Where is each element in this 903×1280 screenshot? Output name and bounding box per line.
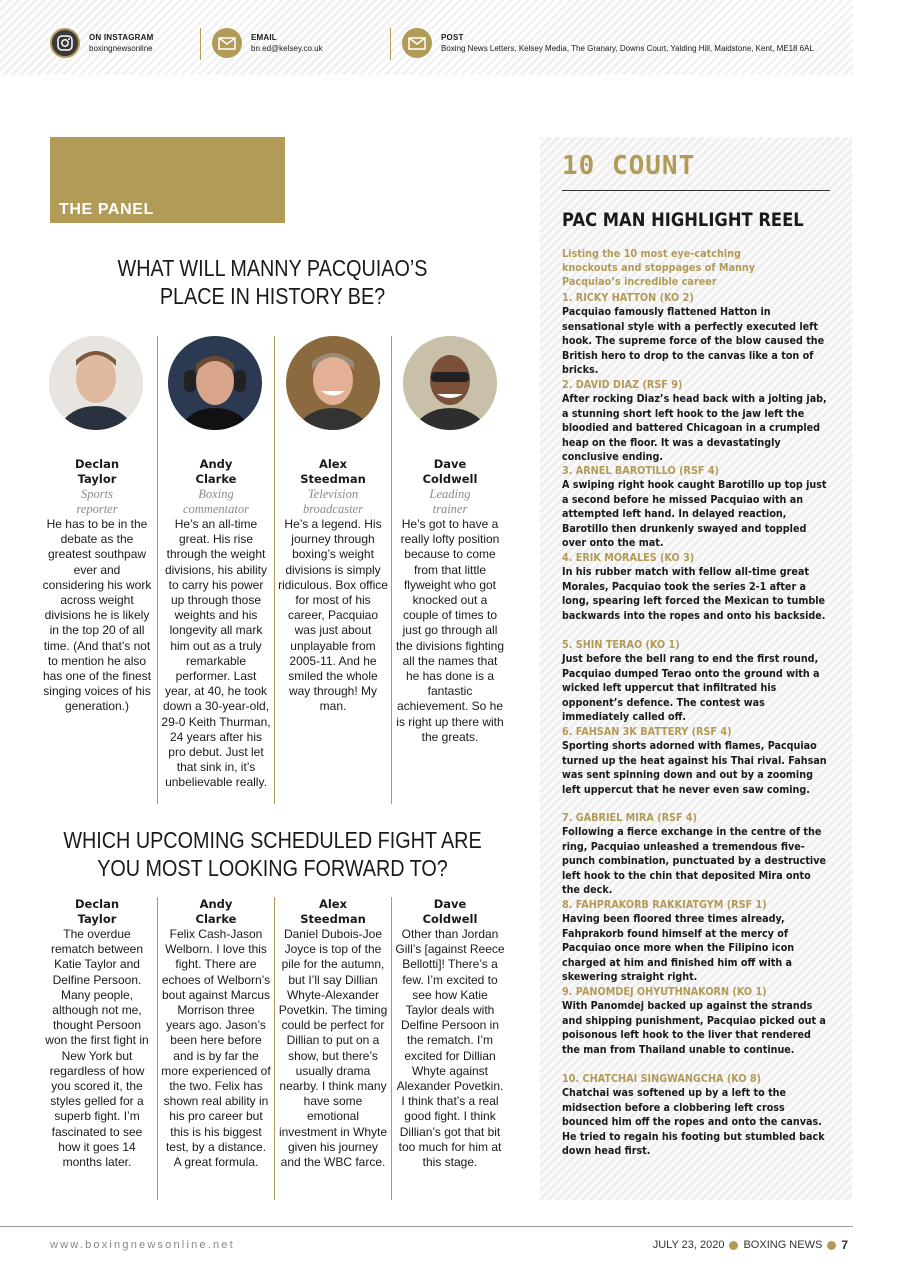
avatar-alex-steedman	[286, 336, 380, 430]
highlight-reel-intro: Listing the 10 most eye-catching knockouts and stoppages of Manny Pacquiao’s incredible career	[562, 248, 756, 288]
panelist-first-name: Alex	[318, 897, 348, 911]
contact-strip	[0, 0, 853, 75]
envelope-icon	[212, 28, 242, 58]
knockout-heading: 3. ARNEL BAROTILLO (RSF 4)	[562, 465, 720, 477]
email-address[interactable]: bn.ed@kelsey.co.uk	[251, 43, 323, 53]
column-divider	[391, 336, 392, 804]
panelist-answer-2	[161, 457, 271, 791]
knockout-item	[562, 898, 847, 985]
knockout-item	[562, 464, 847, 551]
email-label: EMAIL	[251, 32, 277, 42]
bullet-dot-icon	[729, 1241, 738, 1250]
knockout-text: Having been floored three times already, Fahprakorb found himself at the mercy of Pacquiao once more when the Filipino icon charged at him and finished him off with a skewering straight right.	[562, 913, 795, 983]
post-address: Boxing News Letters, Kelsey Media, The Granary, Downs Court, Yalding Hill, Maidstone, Kent, ME18 6AL	[441, 43, 814, 53]
panelist-role: Sports	[81, 487, 113, 501]
knockout-text: With Panomdej backed up against the strands and shipping punishment, Pacquiao picked out a poisonous left hook to the liver that rendered the man from Thailand unable to continue.	[562, 1000, 826, 1056]
knockout-text: A swiping right hook caught Barotillo up top just a second before he missed Pacquiao with an attempted left hand. In delayed reaction, Barotillo then drunkenly swayed and toppled over onto the mat.	[562, 479, 827, 549]
column-divider	[157, 897, 158, 1200]
knockout-item	[562, 985, 847, 1057]
avatar-andy-clarke	[168, 336, 262, 430]
panelist-last-name: Taylor	[77, 912, 117, 926]
panelist-first-name: Andy	[199, 457, 233, 471]
envelope-icon	[402, 28, 432, 58]
footer-url[interactable]: www.boxingnewsonline.net	[50, 1239, 235, 1251]
panelist-first-name: Dave	[433, 897, 467, 911]
knockout-text: Sporting shorts adorned with flames, Pacquiao turned up the heat against his Thai rival. Fahsan was sent spinning down and out by a zooming left uppercut that he never even saw coming.	[562, 740, 827, 796]
post-contact	[402, 28, 814, 58]
panelist-answer-q2-3	[278, 897, 388, 1170]
knockout-heading: 5. SHIN TERAO (KO 1)	[562, 639, 680, 651]
panelist-answer-text: He has to be in the debate as the greatest southpaw ever and considering his work across weight divisions he is likely in the top 20 of all time. (And that’s not to mention he also has one of the finest singing voices of his generation.)	[42, 517, 152, 714]
panelist-first-name: Andy	[199, 897, 233, 911]
knockout-text: Just before the bell rang to end the first round, Pacquiao dumped Terao onto the ground with a wicked left uppercut that infiltrated his opponent’s defence. The contest was immediately called off.	[562, 653, 820, 723]
divider	[562, 190, 830, 191]
bullet-dot-icon	[827, 1241, 836, 1250]
knockout-text: In his rubber match with fellow all-time great Morales, Pacquiao took the series 2-1 after a long, spearing left forced the Mexican to tumble backwards into the ropes and onto his backside.	[562, 566, 826, 622]
panelist-first-name: Declan	[74, 897, 120, 911]
panelist-role: commentator	[183, 502, 249, 516]
knockout-item	[562, 638, 847, 725]
panelist-answer-text: He’s got to have a really lofty position because to come from that little flyweight who got knocked out a couple of times to just go through all the divisions fighting all the names that he has done is a fantastic achievement. So he is right up there with the greats.	[395, 517, 505, 744]
panelist-answer-q2-2	[161, 897, 271, 1170]
panelist-role: Boxing	[198, 487, 234, 501]
issue-date: JULY 23, 2020	[652, 1239, 725, 1251]
knockout-item	[562, 378, 847, 465]
instagram-label: ON INSTAGRAM	[89, 32, 154, 42]
highlight-reel-title: PAC MAN HIGHLIGHT REEL	[562, 209, 804, 231]
footer-info	[653, 1238, 848, 1252]
panelist-answer-text: He’s an all-time great. His rise through the weight divisions, his ability to carry his power up through those weights and his longevity all mark him out as a truly remarkable performer. Last year, at 40, he took down a 30-year-old, 29-0 Keith Thurman, 24 years after his pro debut. Just let that sink in, it’s unbelievable really.	[161, 517, 271, 790]
panelist-last-name: Taylor	[77, 472, 117, 486]
email-contact[interactable]	[212, 28, 323, 58]
knockout-heading: 4. ERIK MORALES (KO 3)	[562, 552, 695, 564]
knockout-text: Pacquiao famously flattened Hatton in sensational style with a perfectly executed left hook. The supreme force of the blow caused the British hero to drop to the canvas like a ton of bricks.	[562, 306, 825, 376]
panelist-answer-q2-1	[42, 897, 152, 1170]
panelist-answer-text: The overdue rematch between Katie Taylor and Delfine Persoon. Many people, although not me, thought Persoon won the first fight in New York but regardless of how you scored it, the styles gelled for a superb fight. I’m fascinated to see how it goes 14 months later.	[45, 927, 149, 1170]
page-number: 7	[841, 1238, 848, 1252]
column-divider	[157, 336, 158, 804]
instagram-contact[interactable]	[50, 28, 153, 58]
avatar-declan-taylor	[49, 336, 143, 430]
column-divider	[274, 897, 275, 1200]
question-1-line-2: PLACE IN HISTORY BE?	[159, 283, 386, 309]
knockout-item	[562, 1072, 847, 1159]
divider	[200, 28, 201, 60]
panelist-answer-text: Daniel Dubois-Joe Joyce is top of the pile for the autumn, but I’ll say Dillian Whyte-Alexander Povetkin. The timing could be perfect for Dillian to put on a show, but there’s usually drama nearby. I think many have some emotional investment in Whyte given his journey and the WBC farce.	[278, 927, 388, 1170]
column-divider	[391, 897, 392, 1200]
ten-count-sidebar	[540, 137, 852, 1200]
panel-header-box	[50, 137, 285, 223]
column-divider	[274, 336, 275, 804]
knockout-heading: 6. FAHSAN 3K BATTERY (RSF 4)	[562, 726, 732, 738]
ten-count-title: 10 COUNT	[562, 151, 696, 181]
knockout-item	[562, 811, 847, 898]
panelist-answer-text: Felix Cash-Jason Welborn. I love this fight. There are echoes of Welborn’s bout against Marcus Morrison three years ago. Jason’s been here before and is by far the more experienced of the two. Felix has shown real ability in his pro career but this is his biggest test, by a distance. A great formula.	[161, 927, 271, 1170]
divider	[390, 28, 391, 60]
panelist-first-name: Alex	[318, 457, 348, 471]
panel-title: THE PANEL	[59, 201, 154, 218]
knockout-heading: 1. RICKY HATTON (KO 2)	[562, 292, 694, 304]
avatar-dave-coldwell	[403, 336, 497, 430]
panelist-answer-3	[278, 457, 388, 715]
panelist-role: reporter	[76, 502, 118, 516]
panelist-answer-text: He’s a legend. His journey through boxing’s weight divisions is simply ridiculous. Box office for most of his career, Pacquiao was just about unplayable from 2005-11. And he smiled the whole way through! My man.	[278, 517, 388, 714]
panelist-answer-q2-4	[395, 897, 505, 1170]
knockout-item	[562, 725, 847, 797]
instagram-handle[interactable]: boxingnewsonline	[89, 43, 153, 53]
panelist-role: broadcaster	[303, 502, 363, 516]
question-2-line-1: WHICH UPCOMING SCHEDULED FIGHT ARE	[63, 827, 482, 853]
knockout-text: Following a fierce exchange in the centre of the ring, Pacquiao unleashed a tremendous five-punch combination, punctuated by a destructive left hook to the chin that deposited Mira onto the deck.	[562, 826, 827, 896]
publication-name: BOXING NEWS	[743, 1239, 823, 1251]
question-1-line-1: WHAT WILL MANNY PACQUIAO’S	[117, 255, 428, 281]
panelist-role: trainer	[432, 502, 468, 516]
panelist-first-name: Dave	[433, 457, 467, 471]
panelist-role: Leading	[429, 487, 471, 501]
knockout-item	[562, 291, 847, 378]
question-2-line-2: YOU MOST LOOKING FORWARD TO?	[97, 855, 448, 881]
question-1	[81, 254, 464, 310]
panelist-answer-1	[42, 457, 152, 715]
knockout-item	[562, 551, 847, 623]
panelist-last-name: Coldwell	[422, 912, 478, 926]
post-label: POST	[441, 32, 464, 42]
knockout-text: Chatchai was softened up by a left to the midsection before a clobbering left cross bounced him off the ropes and onto the canvas. He tried to regain his footing but stumbled back down head first.	[562, 1087, 825, 1157]
panelist-role: Television	[307, 487, 359, 501]
knockout-heading: 9. PANOMDEJ OHYUTHNAKORN (KO 1)	[562, 986, 767, 998]
panelist-first-name: Declan	[74, 457, 120, 471]
knockout-heading: 10. CHATCHAI SINGWANGCHA (KO 8)	[562, 1073, 762, 1085]
panelist-answer-text: Other than Jordan Gill’s [against Reece Bellotti]! There’s a few. I’m excited to see how Katie Taylor deals with Delfine Persoon in the rematch. I’m excited for Dillian Whyte against Alexander Povetkin. I think that’s a real good fight. I think Dillian’s got that bit too much for him at this stage.	[395, 927, 505, 1170]
question-2	[55, 826, 489, 882]
panelist-last-name: Clarke	[195, 472, 237, 486]
knockout-heading: 7. GABRIEL MIRA (RSF 4)	[562, 812, 698, 824]
knockout-text: After rocking Diaz’s head back with a jolting jab, a stunning short left hook to the jaw left the bloodied and battered Chicagoan in a crumpled heap on the floor. It was a devastatingly conclusive ending.	[562, 393, 827, 463]
panelist-last-name: Steedman	[300, 912, 366, 926]
panelist-last-name: Steedman	[300, 472, 366, 486]
knockout-heading: 2. DAVID DIAZ (RSF 9)	[562, 379, 683, 391]
panelist-answer-4	[395, 457, 505, 745]
panelist-last-name: Clarke	[195, 912, 237, 926]
instagram-icon	[50, 28, 80, 58]
knockout-heading: 8. FAHPRAKORB RAKKIATGYM (RSF 1)	[562, 899, 767, 911]
panelist-last-name: Coldwell	[422, 472, 478, 486]
footer-rule	[0, 1226, 853, 1227]
